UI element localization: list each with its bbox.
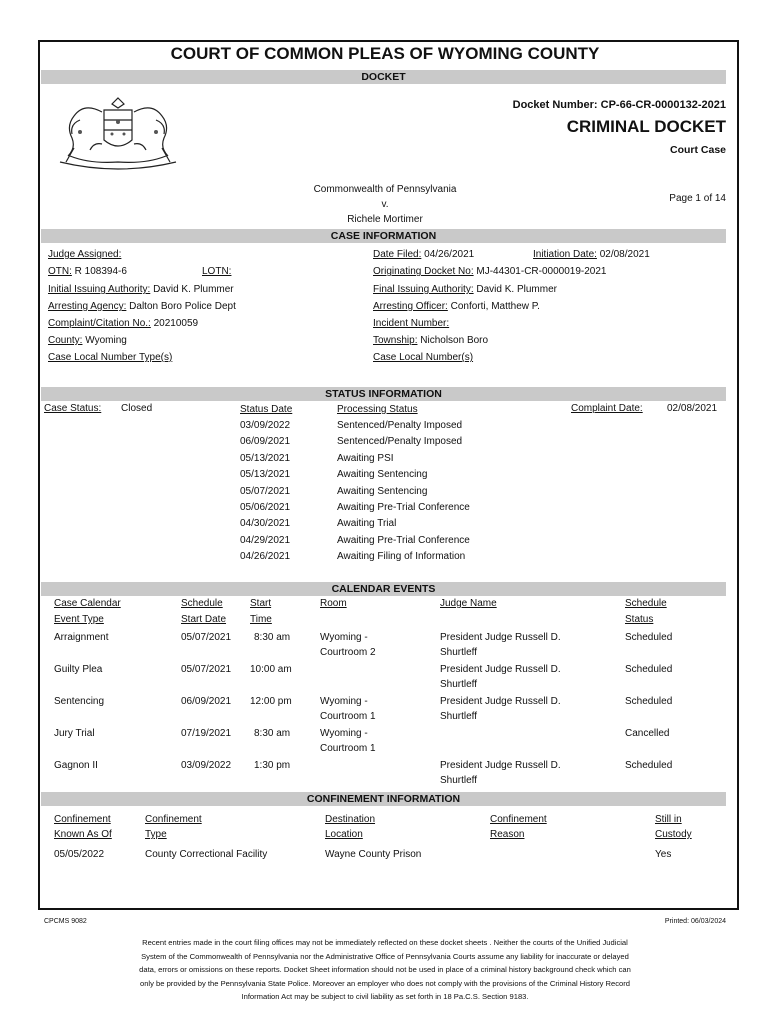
status-date: 05/13/2021 [240,469,291,480]
complaint-date-label: Complaint Date: [571,403,643,414]
disclaimer-line: Information Act may be subject to civil liability as set forth in 18 Pa.C.S. Section 9183. [241,992,529,1002]
calendar-judge: Shurtleff [440,775,478,786]
case-information-bar: CASE INFORMATION [41,229,726,243]
calendar-events-bar: CALENDAR EVENTS [41,582,726,596]
schedule-status-header: Status [625,614,654,625]
confinement-information-bar: CONFINEMENT INFORMATION [41,792,726,806]
processing-status: Awaiting Sentencing [337,486,428,497]
status-date: 05/13/2021 [240,453,291,464]
fia-label: Final Issuing Authority: [373,284,474,295]
status-date: 04/26/2021 [240,551,291,562]
docket-type: CRIMINAL DOCKET [566,117,726,136]
case-status-label: Case Status: [44,403,102,414]
confinement-known-header: Confinement [54,814,111,825]
date-filed-label: Date Filed: [373,249,422,260]
initiation-date-row [533,249,650,260]
disclaimer-line: System of the Commonwealth of Pennsylvania nor the Administrative Office of Pennsylvania Courts assume any liability for inaccurate or delayed [141,951,629,961]
calendar-room: Wyoming - [320,696,368,707]
calendar-judge: Shurtleff [440,647,478,658]
calendar-event-type: Sentencing [54,696,105,707]
event-type-header: Event Type [54,614,104,625]
calendar-event-type: Gagnon II [54,760,98,771]
status-date: 05/06/2021 [240,502,291,513]
township-value: Nicholson Boro [420,335,489,346]
otn-value: R 108394-6 [74,266,127,277]
calendar-judge: Shurtleff [440,679,478,690]
processing-status: Sentenced/Penalty Imposed [337,420,463,431]
calendar-status: Scheduled [625,664,673,675]
calendar-judge: President Judge Russell D. [440,760,561,771]
processing-status: Awaiting Pre-Trial Conference [337,502,470,513]
local-number-type-label: Case Local Number Type(s) [48,352,173,363]
calendar-room: Courtroom 1 [320,711,376,722]
disclaimer-line: Recent entries made in the court filing offices may not be immediately reflected on these docket sheets . Neither the courts of the Unified Judicial [142,938,628,947]
caption-defendant: Richele Mortimer [347,214,423,225]
processing-status: Awaiting Filing of Information [337,551,466,562]
local-number-label: Case Local Number(s) [373,352,474,363]
calendar-event-type: Arraignment [54,632,109,643]
confinement-reason-header: Reason [490,829,525,840]
pennsylvania-seal-icon [50,92,186,176]
processing-status: Awaiting PSI [337,453,394,464]
date-filed-row [373,249,474,260]
calendar-judge: President Judge Russell D. [440,696,561,707]
county-label: County: [48,335,83,346]
calendar-date: 03/09/2022 [181,760,232,771]
originating-docket-value: MJ-44301-CR-0000019-2021 [476,266,607,277]
calendar-room: Courtroom 2 [320,647,376,658]
calendar-room: Wyoming - [320,728,368,739]
judge-name-header: Judge Name [440,598,497,609]
destination-location: Wayne County Prison [325,849,422,860]
calendar-status: Cancelled [625,728,670,739]
calendar-event-type: Guilty Plea [54,664,103,675]
fia-row [373,284,557,295]
start-time-header: Time [250,614,272,625]
calendar-time: 8:30 am [254,728,291,739]
case-status-value: Closed [121,403,153,414]
calendar-time: 1:30 pm [254,760,291,771]
county-row [48,335,127,346]
officer-value: Conforti, Matthew P. [450,301,540,312]
processing-status-header: Processing Status [337,404,418,415]
form-id: CPCMS 9082 [44,918,87,925]
caption-v: v. [381,199,389,210]
still-in-custody: Yes [655,849,672,860]
disclaimer-line: only be provided by the Pennsylvania State Police. Moreover an employer who does not comply with the provisions of the Criminal History Record [139,978,631,988]
initiation-date-label: Initiation Date: [533,249,597,260]
otn-label: OTN: [48,266,72,277]
calendar-time: 10:00 am [250,664,292,675]
calendar-status: Scheduled [625,696,673,707]
room-header: Room [320,598,347,609]
start-time-header: Start [250,598,272,609]
court-title: COURT OF COMMON PLEAS OF WYOMING COUNTY [170,44,600,63]
complaint-value: 20210059 [153,318,199,329]
calendar-judge: President Judge Russell D. [440,664,561,675]
still-in-custody-header: Custody [655,829,692,840]
status-date: 04/30/2021 [240,518,291,529]
township-label: Township: [373,335,418,346]
originating-docket-row [373,266,606,277]
calendar-room: Courtroom 1 [320,743,376,754]
processing-status: Sentenced/Penalty Imposed [337,436,463,447]
complaint-label: Complaint/Citation No.: [48,318,151,329]
officer-label: Arresting Officer: [373,301,448,312]
iia-value: David K. Plummer [153,284,234,295]
docket-number: Docket Number: CP-66-CR-0000132-2021 [512,99,726,111]
calendar-room: Wyoming - [320,632,368,643]
disclaimer [85,936,685,1004]
calendar-date: 05/07/2021 [181,632,232,643]
calendar-status: Scheduled [625,632,673,643]
disclaimer-line: data, errors or omissions on these reports. Docket Sheet information should not be used in place of a criminal history background check which can [139,965,631,975]
calendar-event-type: Jury Trial [54,728,95,739]
lotn-label: LOTN: [202,266,232,277]
agency-row [48,301,236,312]
schedule-status-header: Schedule [625,598,667,609]
initiation-date-value: 02/08/2021 [599,249,650,260]
status-date-header: Status Date [240,404,293,415]
confinement-type-header: Type [145,829,167,840]
status-date: 06/09/2021 [240,436,291,447]
judge-assigned-label: Judge Assigned: [48,249,122,260]
court-case-label: Court Case [669,144,726,156]
complaint-date-value: 02/08/2021 [667,403,718,414]
iia-row [48,284,234,295]
confinement-type-header: Confinement [145,814,202,825]
officer-row [373,301,540,312]
schedule-start-date-header: Schedule [181,598,223,609]
fia-value: David K. Plummer [476,284,557,295]
status-date: 04/29/2021 [240,535,291,546]
printed-date: Printed: 06/03/2024 [664,918,726,925]
schedule-start-date-header: Start Date [181,614,227,625]
destination-header: Destination [325,814,376,825]
status-date: 03/09/2022 [240,420,291,431]
confinement-type: County Correctional Facility [145,849,268,860]
agency-label: Arresting Agency: [48,301,127,312]
event-type-header: Case Calendar [54,598,121,609]
iia-label: Initial Issuing Authority: [48,284,151,295]
processing-status: Awaiting Pre-Trial Conference [337,535,470,546]
confinement-reason-header: Confinement [490,814,547,825]
calendar-judge: Shurtleff [440,711,478,722]
incident-number-label: Incident Number: [373,318,450,329]
calendar-date: 06/09/2021 [181,696,232,707]
calendar-time: 12:00 pm [250,696,292,707]
confinement-known-header: Known As Of [54,829,112,840]
calendar-status: Scheduled [625,760,673,771]
status-information-bar: STATUS INFORMATION [41,387,726,401]
calendar-date: 07/19/2021 [181,728,232,739]
still-in-custody-header: Still in [655,814,682,825]
calendar-time: 8:30 am [254,632,291,643]
calendar-judge: President Judge Russell D. [440,632,561,643]
agency-value: Dalton Boro Police Dept [129,301,236,312]
complaint-row [48,318,198,329]
caption-line-1: Commonwealth of Pennsylvania [313,184,457,195]
status-date: 05/07/2021 [240,486,291,497]
township-row [373,335,488,346]
docket-bar: DOCKET [41,70,726,84]
calendar-date: 05/07/2021 [181,664,232,675]
destination-header: Location [325,829,363,840]
otn-row [48,266,127,277]
page-indicator: Page 1 of 14 [669,193,726,204]
processing-status: Awaiting Trial [337,518,397,529]
confinement-known-as-of: 05/05/2022 [54,849,105,860]
county-value: Wyoming [85,335,127,346]
originating-docket-label: Originating Docket No: [373,266,474,277]
processing-status: Awaiting Sentencing [337,469,428,480]
date-filed-value: 04/26/2021 [424,249,475,260]
